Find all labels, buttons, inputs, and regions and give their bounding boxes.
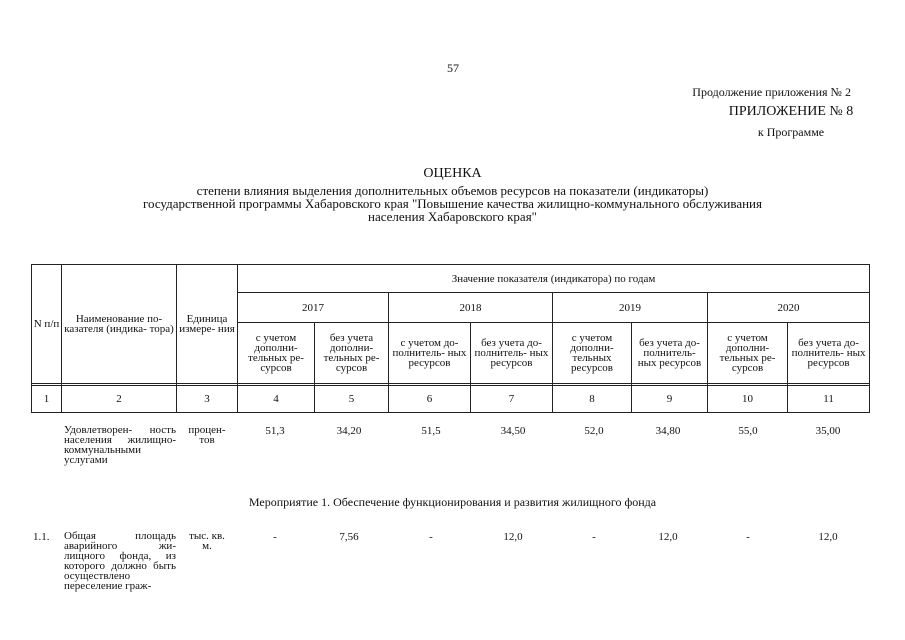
row-number: 1.1. xyxy=(33,531,50,543)
header-year-2019: 2019 xyxy=(553,293,708,323)
indicator-value: - xyxy=(592,531,596,543)
indicator-name: Общая площадь аварийного жи- лищного фонда, из которого должно быть осуществлено переселение граж- xyxy=(64,530,176,592)
indicator-unit: тыс. кв. м. xyxy=(189,530,225,552)
header-with-resources: с учетом дополни- тельных ре- сурсов xyxy=(238,323,315,384)
subtitle-line-1: степени влияния выделения дополнительных объемов ресурсов на показатели (индикаторы) xyxy=(196,183,709,198)
indicator-value: - xyxy=(429,531,433,543)
indicator-value: 34,50 xyxy=(500,425,526,437)
column-number: 3 xyxy=(177,386,238,413)
indicator-value: 35,00 xyxy=(815,425,841,437)
indicator-value: 34,20 xyxy=(336,425,362,437)
column-number: 10 xyxy=(708,386,788,413)
header-unit: Единица измере- ния xyxy=(177,265,238,384)
indicator-value: 34,80 xyxy=(655,425,681,437)
subtitle-line-3: населения Хабаровского края" xyxy=(368,209,537,224)
header-without-resources: без учета до- полнитель- ных ресурсов xyxy=(788,323,870,384)
header-with-resources: с учетом дополни- тельных ре- сурсов xyxy=(708,323,788,384)
header-with-resources: с учетом дополни- тельных ресурсов xyxy=(553,323,632,384)
header-year-2017: 2017 xyxy=(238,293,389,323)
header-with-resources: с учетом до- полнитель- ных ресурсов xyxy=(389,323,471,384)
header-without-resources: без учета до- полнитель- ных ресурсов xyxy=(632,323,708,384)
indicator-value: 12,0 xyxy=(503,531,523,543)
indicator-value: 12,0 xyxy=(658,531,678,543)
column-number: 7 xyxy=(471,386,553,413)
header-without-resources: без учета дополни- тельных ре- сурсов xyxy=(315,323,389,384)
event-heading: Мероприятие 1. Обеспечение функционирования и развития жилищного фонда xyxy=(248,495,657,509)
column-number: 2 xyxy=(62,386,177,413)
appendix-subheading: к Программе xyxy=(757,125,825,139)
indicator-value: 51,5 xyxy=(421,425,441,437)
header-n: N п/п xyxy=(32,265,62,384)
header-indicator-name: Наименование по- казателя (индика- тора) xyxy=(62,265,177,384)
indicator-value: 55,0 xyxy=(738,425,758,437)
column-number: 6 xyxy=(389,386,471,413)
column-number: 9 xyxy=(632,386,708,413)
column-number: 5 xyxy=(315,386,389,413)
subtitle-line-2: государственной программы Хабаровского края "Повышение качества жилищно-коммунального обслуживания xyxy=(142,196,762,211)
document-title: ОЦЕНКА xyxy=(423,166,482,181)
header-year-2020: 2020 xyxy=(708,293,870,323)
column-number: 4 xyxy=(238,386,315,413)
header-year-2018: 2018 xyxy=(389,293,553,323)
page-number: 57 xyxy=(447,61,459,75)
indicator-value: - xyxy=(746,531,750,543)
column-number: 1 xyxy=(32,386,62,413)
column-number: 11 xyxy=(788,386,870,413)
column-number: 8 xyxy=(553,386,632,413)
indicator-value: 51,3 xyxy=(265,425,285,437)
header-values-by-year: Значение показателя (индикатора) по годам xyxy=(238,265,870,293)
continuation-note: Продолжение приложения № 2 xyxy=(692,85,851,99)
header-without-resources: без учета до- полнитель- ных ресурсов xyxy=(471,323,553,384)
indicator-value: - xyxy=(273,531,277,543)
indicator-name: Удовлетворен- ность населения жилищно- коммунальными услугами xyxy=(64,424,176,466)
indicator-value: 52,0 xyxy=(584,425,604,437)
indicator-value: 7,56 xyxy=(339,531,359,543)
indicator-value: 12,0 xyxy=(818,531,838,543)
appendix-heading: ПРИЛОЖЕНИЕ № 8 xyxy=(728,104,854,119)
indicator-unit: процен- тов xyxy=(188,424,226,446)
indicator-table xyxy=(31,264,870,413)
